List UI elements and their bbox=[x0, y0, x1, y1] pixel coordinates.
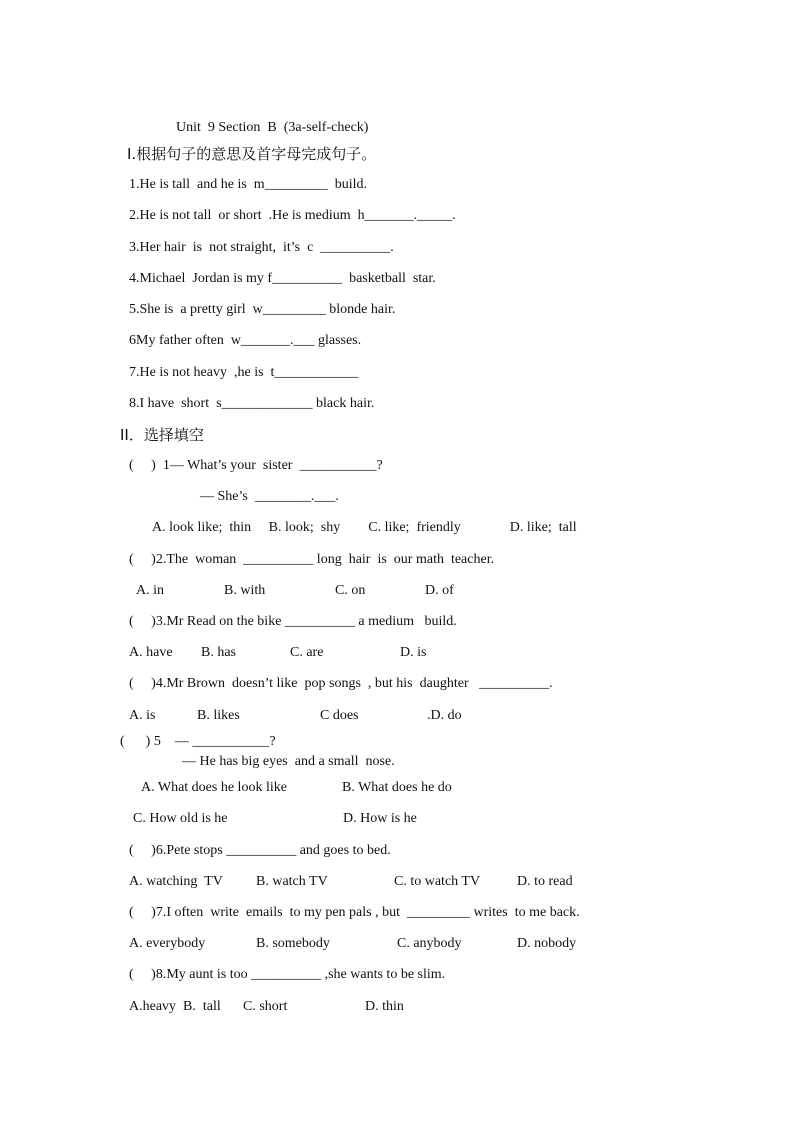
q3-option-b: B. has bbox=[201, 645, 236, 660]
q7-option-c: C. anybody bbox=[397, 936, 462, 951]
part1-item-7: 7.He is not heavy ,he is t____________ bbox=[129, 365, 359, 380]
q3-option-c: C. are bbox=[290, 645, 324, 660]
part1-item-2: 2.He is not tall or short .He is medium h_______._____. bbox=[129, 208, 456, 223]
q5-stem: ( ) 5 — ___________? bbox=[120, 734, 276, 749]
q2-stem: ( )2.The woman __________ long hair is our math teacher. bbox=[129, 552, 495, 567]
q8-stem: ( )8.My aunt is too __________ ,she wants to be slim. bbox=[129, 967, 446, 982]
part1-item-4: 4.Michael Jordan is my f__________ basketball star. bbox=[129, 271, 436, 286]
worksheet-title: Unit 9 Section B (3a-self-check) bbox=[176, 120, 369, 135]
part1-item-6: 6My father often w_______.___ glasses. bbox=[129, 333, 362, 348]
q5-option-a: A. What does he look like bbox=[141, 780, 287, 795]
q2-option-b: B. with bbox=[224, 583, 266, 598]
q7-stem: ( )7.I often write emails to my pen pals , but _________ writes to me back. bbox=[129, 905, 580, 920]
q1-line1: ( ) 1— What’s your sister ___________? bbox=[129, 458, 383, 473]
q4-option-d: .D. do bbox=[427, 708, 462, 723]
q8-option-ab: A.heavy B. tall bbox=[129, 999, 221, 1014]
q8-option-d: D. thin bbox=[365, 999, 404, 1014]
part1-item-8: 8.I have short s_____________ black hair. bbox=[129, 396, 375, 411]
q3-stem: ( )3.Mr Read on the bike __________ a medium build. bbox=[129, 614, 457, 629]
q1-line2: — She’s ________.___. bbox=[200, 489, 339, 504]
q8-option-c: C. short bbox=[243, 999, 288, 1014]
q4-stem: ( )4.Mr Brown doesn’t like pop songs , but his daughter __________. bbox=[129, 676, 553, 691]
q4-option-b: B. likes bbox=[197, 708, 240, 723]
q3-option-a: A. have bbox=[129, 645, 173, 660]
q4-option-c: C does bbox=[320, 708, 359, 723]
part1-item-3: 3.Her hair is not straight, it’s c __________. bbox=[129, 240, 394, 255]
q5-answer: — He has big eyes and a small nose. bbox=[182, 754, 395, 769]
q6-option-d: D. to read bbox=[517, 874, 573, 889]
q2-option-a: A. in bbox=[136, 583, 164, 598]
q7-option-a: A. everybody bbox=[129, 936, 206, 951]
q6-stem: ( )6.Pete stops __________ and goes to bed. bbox=[129, 843, 391, 858]
part2-heading: II．选择填空 bbox=[120, 426, 204, 444]
part1-item-1: 1.He is tall and he is m_________ build. bbox=[129, 177, 367, 192]
q1-options: A. look like; thin B. look; shy C. like; friendly D. like; tall bbox=[152, 520, 577, 535]
q6-option-b: B. watch TV bbox=[256, 874, 328, 889]
q5-option-c: C. How old is he bbox=[133, 811, 228, 826]
q7-option-b: B. somebody bbox=[256, 936, 330, 951]
q2-option-c: C. on bbox=[335, 583, 366, 598]
q6-option-c: C. to watch TV bbox=[394, 874, 481, 889]
q3-option-d: D. is bbox=[400, 645, 427, 660]
q5-option-b: B. What does he do bbox=[342, 780, 452, 795]
part1-item-5: 5.She is a pretty girl w_________ blonde hair. bbox=[129, 302, 396, 317]
part1-heading: I.根据句子的意思及首字母完成句子。 bbox=[127, 145, 377, 163]
q5-option-d: D. How is he bbox=[343, 811, 417, 826]
q4-option-a: A. is bbox=[129, 708, 156, 723]
q7-option-d: D. nobody bbox=[517, 936, 577, 951]
q6-option-a: A. watching TV bbox=[129, 874, 223, 889]
q2-option-d: D. of bbox=[425, 583, 454, 598]
